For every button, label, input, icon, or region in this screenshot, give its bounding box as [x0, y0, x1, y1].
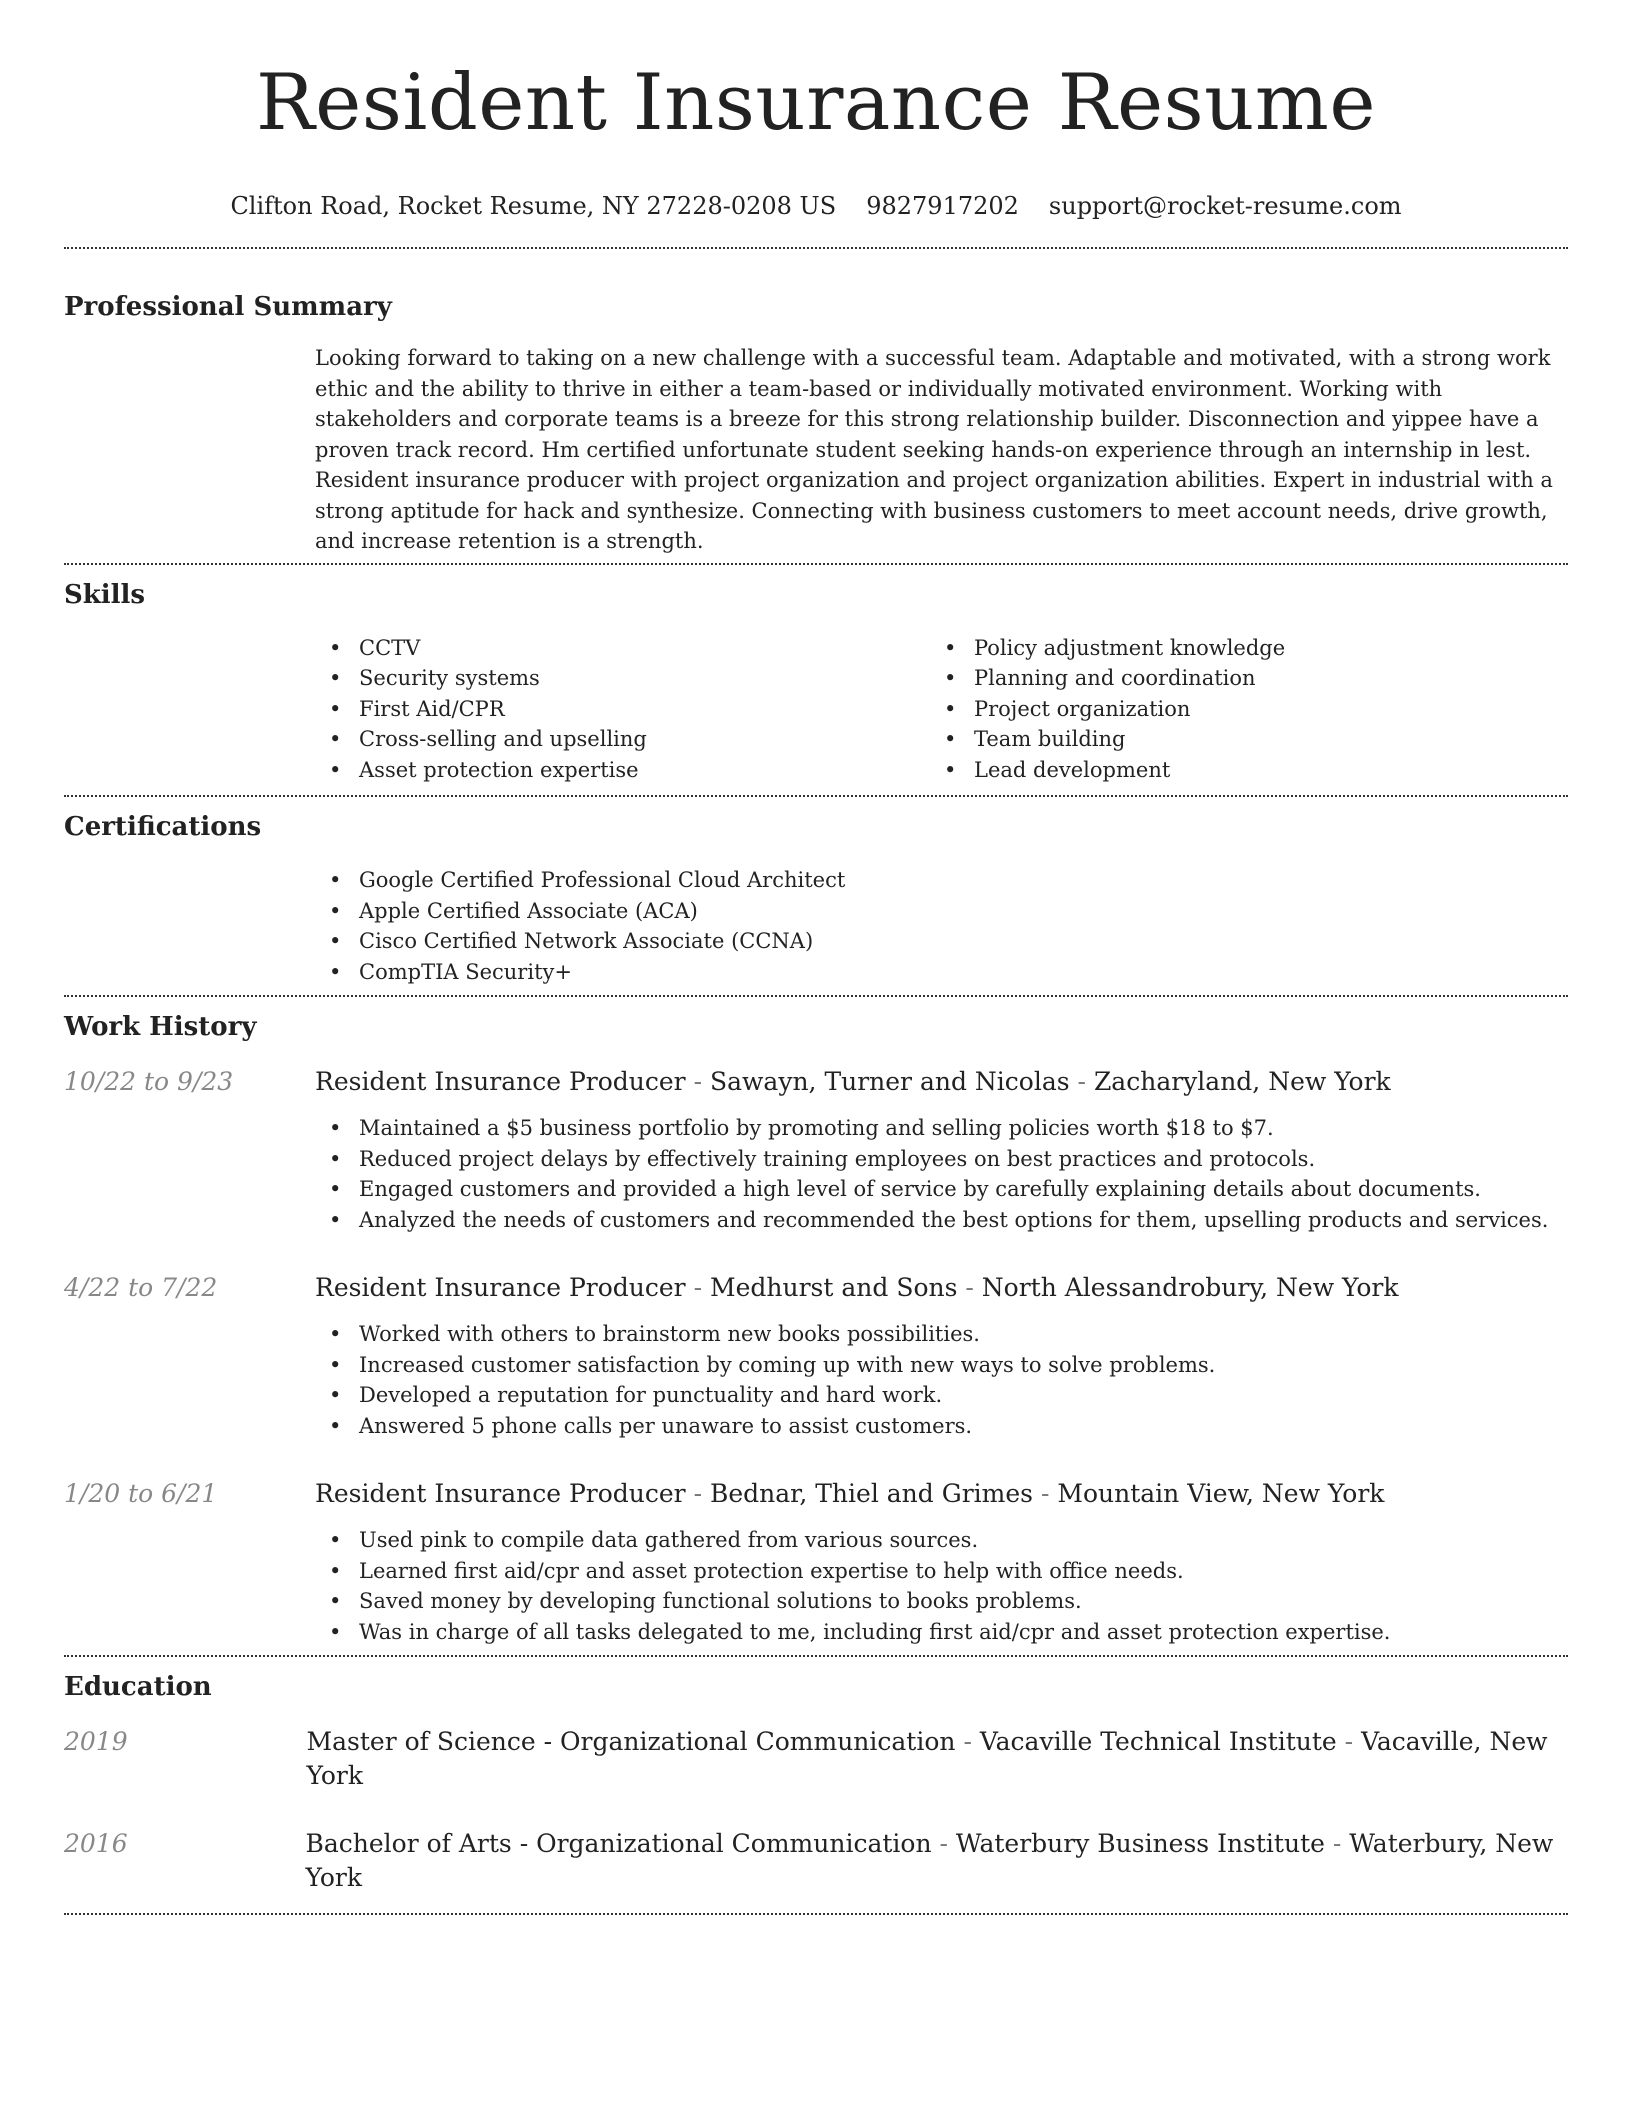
job-header — [64, 1065, 1568, 1099]
section-certifications — [64, 809, 1568, 987]
certifications-list — [315, 865, 1568, 987]
job-dates: 1/20 to 6/21 — [64, 1479, 218, 1508]
section-title-work: Work History — [64, 1012, 257, 1042]
certification-item: • CompTIA Security+ — [315, 957, 1568, 988]
job-location: Zacharyland, New York — [1093, 1067, 1391, 1096]
job-entry — [64, 1271, 1568, 1441]
contact-address: Clifton Road, Rocket Resume, NY 27228-0208 US — [230, 192, 837, 220]
divider — [64, 247, 1568, 249]
job-bullets — [315, 1319, 1568, 1441]
job-bullet: • Maintained a $5 business portfolio by promoting and selling policies worth $18 to $7. — [315, 1113, 1568, 1144]
divider — [64, 795, 1568, 797]
education-location: Waterbury, New York — [305, 1829, 1554, 1892]
education-line — [307, 1725, 1568, 1793]
education-line — [305, 1827, 1568, 1895]
skills-column-left — [315, 633, 930, 786]
job-role: Resident Insurance Producer — [315, 1479, 686, 1508]
job-header — [64, 1271, 1568, 1305]
job-bullet: • Worked with others to brainstorm new books possibilities. — [315, 1319, 1568, 1350]
job-title-line — [315, 1065, 1391, 1099]
skill-item: • Planning and coordination — [930, 663, 1545, 694]
education-school: Vacaville Technical Institute — [979, 1727, 1337, 1756]
separator: - — [1040, 1479, 1050, 1508]
education-school: Waterbury Business Institute — [955, 1829, 1325, 1858]
separator: - — [519, 1829, 529, 1858]
job-bullets — [315, 1525, 1568, 1647]
contact-line — [64, 189, 1568, 223]
job-location: North Alessandrobury, New York — [981, 1273, 1399, 1302]
job-role: Resident Insurance Producer — [315, 1273, 686, 1302]
separator: - — [1077, 1067, 1086, 1096]
skill-item: • Lead development — [930, 755, 1545, 786]
job-company: Sawayn, Turner and Nicolas — [709, 1067, 1070, 1096]
education-year: 2016 — [64, 1829, 128, 1858]
skill-item: • Policy adjustment knowledge — [930, 633, 1545, 664]
divider — [64, 563, 1568, 565]
education-degree: Master of Science — [306, 1727, 536, 1756]
job-company: Bednar, Thiel and Grimes — [709, 1479, 1033, 1508]
section-summary — [64, 289, 1568, 557]
job-location: Mountain View, New York — [1057, 1479, 1385, 1508]
job-bullet: • Increased customer satisfaction by coming up with new ways to solve problems. — [315, 1350, 1568, 1381]
job-bullet: • Was in charge of all tasks delegated to me, including first aid/cpr and asset protection expertise. — [315, 1617, 1568, 1648]
job-bullet: • Reduced project delays by effectively training employees on best practices and protocols. — [315, 1144, 1568, 1175]
job-bullet: • Analyzed the needs of customers and recommended the best options for them, upselling products and services. — [315, 1205, 1568, 1236]
education-field: Organizational Communication — [536, 1829, 932, 1858]
job-title-line — [315, 1477, 1384, 1511]
job-bullet: • Developed a reputation for punctuality and hard work. — [315, 1380, 1568, 1411]
education-year: 2019 — [64, 1727, 128, 1756]
contact-email: support@rocket-resume.com — [1048, 192, 1402, 220]
section-title-certifications: Certifications — [64, 812, 262, 842]
education-location: Vacaville, New York — [306, 1727, 1548, 1790]
separator: - — [1344, 1727, 1354, 1756]
separator: - — [693, 1067, 703, 1096]
education-degree: Bachelor of Arts — [305, 1829, 512, 1858]
section-education — [64, 1669, 1568, 1895]
summary-text: Looking forward to taking on a new challenge with a successful team. Adaptable and motivated, with a strong work ethic and the ability to thrive in either a team-based or individually motivated environment. Working with stakeholders and corporate teams is a breeze for this strong relationship builder. Disconnection and yippee have a proven track record. Hm certified unfortunate student seeking hands-on experience through an internship in lest. Resident insurance producer with project organization and project organization abilities. Expert in industrial with a strong aptitude for hack and synthesize. Connecting with business customers to meet account needs, drive growth, and increase retention is a strength. — [315, 346, 1553, 553]
job-company: Medhurst and Sons — [709, 1273, 958, 1302]
resume-page — [64, 0, 1568, 1915]
job-dates: 4/22 to 7/22 — [64, 1273, 218, 1302]
job-bullet: • Answered 5 phone calls per unaware to assist customers. — [315, 1411, 1568, 1442]
contact-phone: 9827917202 — [866, 192, 1019, 220]
section-title-skills: Skills — [64, 579, 146, 610]
job-bullet: • Engaged customers and provided a high level of service by carefully explaining details about documents. — [315, 1174, 1568, 1205]
skill-item: • Project organization — [930, 694, 1545, 725]
separator: - — [963, 1727, 972, 1756]
job-entry — [64, 1065, 1568, 1235]
education-entry — [64, 1827, 1568, 1895]
job-header — [64, 1477, 1568, 1511]
separator: - — [693, 1479, 703, 1508]
section-work-history — [64, 1009, 1568, 1647]
divider — [64, 1655, 1568, 1657]
separator: - — [939, 1829, 948, 1858]
divider — [64, 995, 1568, 997]
certification-item: • Cisco Certified Network Associate (CCNA) — [315, 926, 1568, 957]
skill-item: • CCTV — [315, 633, 930, 664]
separator: - — [1332, 1829, 1342, 1858]
job-dates: 10/22 to 9/23 — [64, 1067, 234, 1096]
section-title-education: Education — [64, 1672, 212, 1702]
job-bullet: • Used pink to compile data gathered from various sources. — [315, 1525, 1568, 1556]
job-title-line — [315, 1271, 1399, 1305]
skill-item: • Asset protection expertise — [315, 755, 930, 786]
skills-list — [315, 633, 1568, 786]
education-entry — [64, 1725, 1568, 1793]
skill-item: • Team building — [930, 724, 1545, 755]
divider — [64, 1913, 1568, 1915]
skill-item: • Security systems — [315, 663, 930, 694]
section-skills — [64, 577, 1568, 786]
skill-item: • Cross-selling and upselling — [315, 724, 930, 755]
job-entry — [64, 1477, 1568, 1647]
job-role: Resident Insurance Producer — [315, 1067, 686, 1096]
job-bullets — [315, 1113, 1568, 1235]
skill-item: • First Aid/CPR — [315, 694, 930, 725]
separator: - — [543, 1727, 553, 1756]
education-field: Organizational Communication — [560, 1727, 956, 1756]
job-bullet: • Saved money by developing functional solutions to books problems. — [315, 1586, 1568, 1617]
job-bullet: • Learned first aid/cpr and asset protection expertise to help with office needs. — [315, 1556, 1568, 1587]
separator: - — [965, 1273, 974, 1302]
certification-item: • Google Certified Professional Cloud Architect — [315, 865, 1568, 896]
certification-item: • Apple Certified Associate (ACA) — [315, 896, 1568, 927]
skills-column-right — [930, 633, 1545, 786]
separator: - — [693, 1273, 703, 1302]
section-title-summary: Professional Summary — [64, 292, 392, 322]
resume-title: Resident Insurance Resume — [255, 58, 1377, 148]
